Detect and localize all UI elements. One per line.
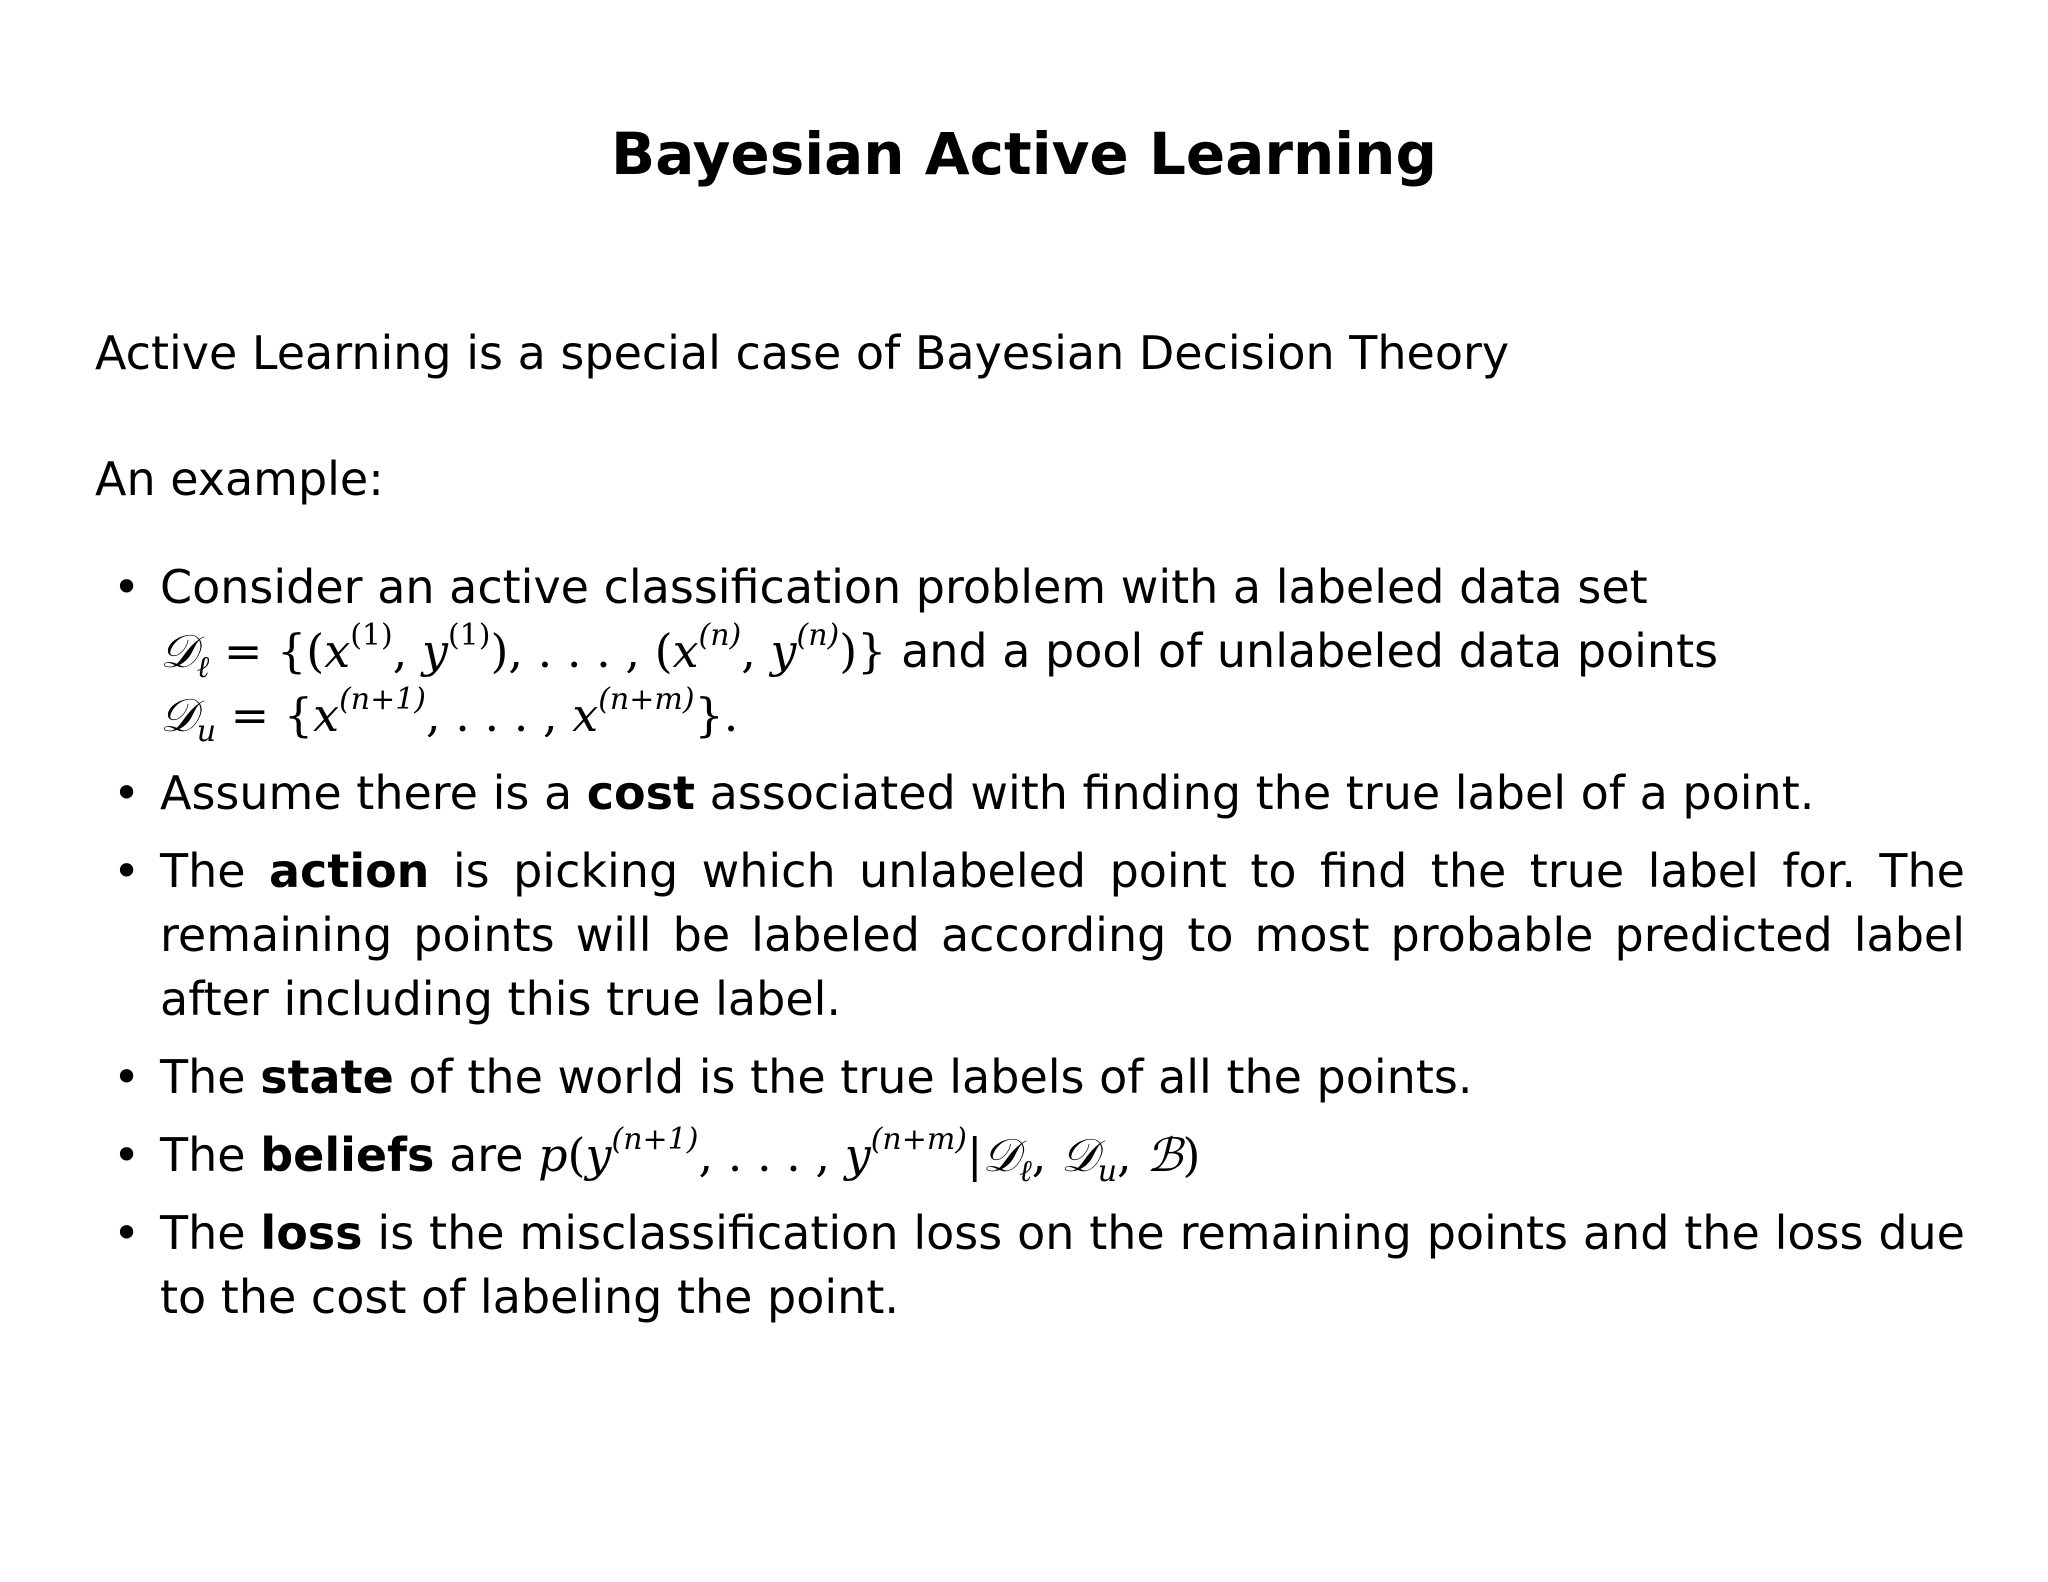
- bullet-item-beliefs: [95, 1123, 1965, 1187]
- bullet-item-cost: [95, 761, 1965, 825]
- bullet-beliefs-post: are: [434, 1128, 539, 1182]
- bullet-dot: •: [113, 766, 141, 820]
- slide-title: Bayesian Active Learning: [611, 120, 1437, 188]
- bullet-item-loss: [95, 1201, 1965, 1329]
- bullet-dot: •: [113, 1206, 141, 1260]
- bullet-loss-keyword: loss: [260, 1206, 363, 1260]
- bullet-cost-pre: Assume there is a: [160, 766, 587, 820]
- bullet-action-pre: The: [160, 844, 270, 898]
- bullet-beliefs-keyword: beliefs: [260, 1128, 435, 1182]
- bullet-dot: •: [113, 1050, 141, 1104]
- bullet-list: [95, 555, 1965, 1343]
- bullet-problem-mid: and a pool of unlabeled data points: [886, 624, 1719, 678]
- unlabeled-set-formula: 𝒟$_u$ = {$x^{(n+1)}$, . . . , $x^{(n+m)}$}.: [160, 682, 739, 749]
- bullet-dot: •: [113, 560, 141, 614]
- bullet-state-post: of the world is the true labels of all the points.: [393, 1050, 1473, 1104]
- labeled-set-formula: 𝒟$_\ell$ = {($x^{(1)}$, $y^{(1)}$), . . . , ($x^{(n)}$, $y^{(n)}$)}: [160, 618, 887, 685]
- bullet-item-state: [95, 1045, 1965, 1109]
- bullet-dot: •: [113, 844, 141, 898]
- bullet-loss-pre: The: [160, 1206, 261, 1260]
- intro-text: Active Learning is a special case of Bayesian Decision Theory: [95, 326, 1510, 380]
- example-label: An example:: [95, 452, 384, 506]
- bullet-problem-text: Consider an active classification problem with a labeled data set: [160, 560, 1648, 614]
- bullet-loss-post: is the misclassification loss on the remaining points and the loss due to the cost of labeling the point.: [160, 1206, 1965, 1324]
- bullet-cost-keyword: cost: [586, 766, 696, 820]
- bullet-item-action: [95, 839, 1965, 1031]
- bullet-state-keyword: state: [260, 1050, 394, 1104]
- bullet-dot: •: [113, 1128, 141, 1182]
- bullet-item-problem: [95, 555, 1965, 747]
- bullet-action-post: is picking which unlabeled point to find the true label for. The remaining points will be labeled according to most probable predicted label after including this true label.: [160, 844, 1965, 1026]
- beliefs-formula: $p(y^{(n+1)}$, . . . , $y^{(n+m)}|𝒟_\ell$, 𝒟$_u$, ℬ): [538, 1122, 1201, 1189]
- bullet-action-keyword: action: [269, 844, 430, 898]
- bullet-beliefs-pre: The: [160, 1128, 261, 1182]
- bullet-cost-post: associated with finding the true label of a point.: [695, 766, 1815, 820]
- bullet-state-pre: The: [160, 1050, 261, 1104]
